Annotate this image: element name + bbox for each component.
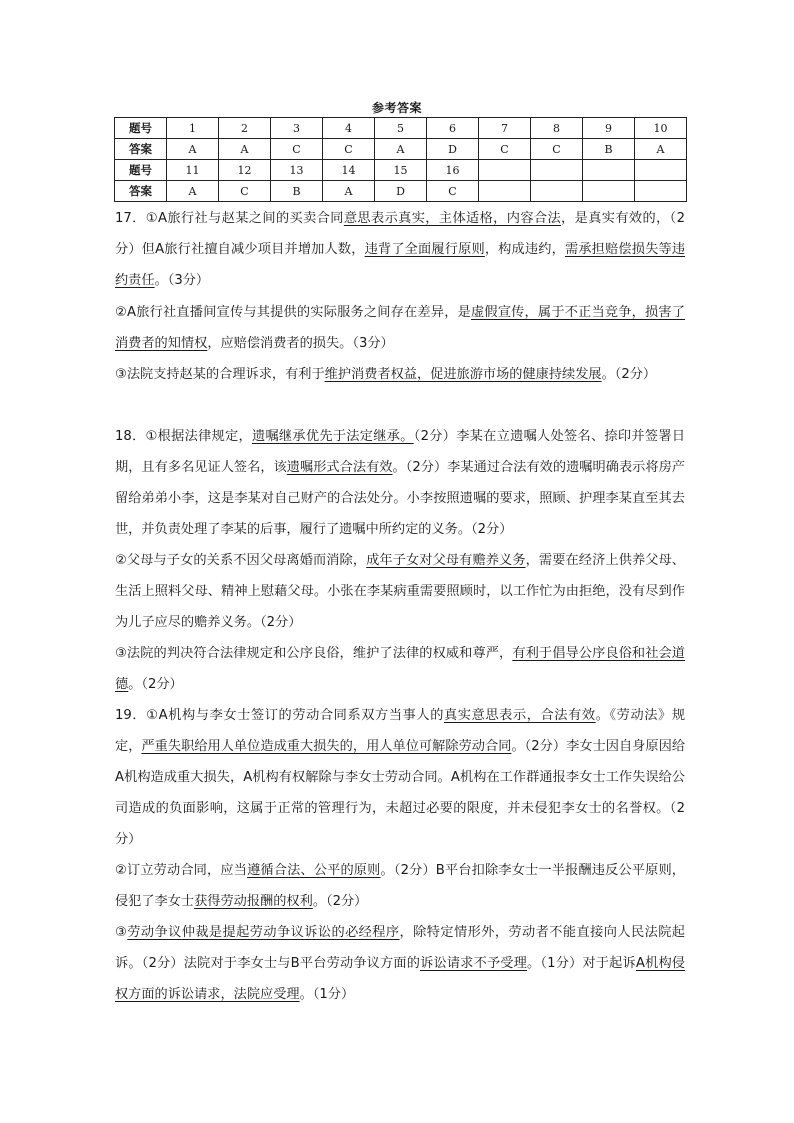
page-title: 参考答案	[371, 101, 422, 115]
q17-part3	[115, 359, 685, 390]
table-cell: C	[219, 181, 271, 202]
answer-text: 。（2分）	[128, 677, 183, 692]
table-cell: 1	[167, 118, 219, 139]
table-cell: 15	[375, 160, 427, 181]
table-row	[115, 181, 687, 202]
q19-part3	[115, 917, 685, 1010]
answer-text: 。（2分）	[312, 894, 368, 909]
table-cell: A	[219, 139, 271, 160]
table-cell: 9	[583, 118, 635, 139]
answer-text: 。（3分）	[154, 273, 210, 288]
table-cell: 4	[323, 118, 375, 139]
table-cell: D	[375, 181, 427, 202]
table-cell: 16	[427, 160, 479, 181]
key-point-underlined: 劳动争议仲裁是提起劳动争议诉讼的必经程序	[127, 925, 400, 940]
answer-text: ③法院的判决符合法律规定和公序良俗，维护了法律的权威和尊严，	[115, 646, 513, 661]
answer-text: ③法院支持赵某的合理诉求，有利于	[115, 367, 325, 382]
table-cell: C	[531, 139, 583, 160]
table-cell: A	[375, 139, 427, 160]
table-cell: C	[271, 139, 323, 160]
key-point-underlined: 诉讼请求不予受理	[420, 956, 528, 971]
table-row	[115, 118, 687, 139]
table-cell: 14	[323, 160, 375, 181]
table-cell: 12	[219, 160, 271, 181]
key-point-underlined: 意思表示真实，主体适格，内容合法	[343, 211, 562, 226]
key-point-underlined: 获得劳动报酬的权利	[194, 894, 313, 909]
q18-part3	[115, 638, 685, 700]
key-point-underlined: 遗嘱继承优先于法定继承。	[251, 429, 414, 444]
key-point-underlined: 严重失职给用人单位造成重大损失的，用人单位可解除劳动合同	[141, 739, 512, 754]
q19-part2	[115, 855, 685, 917]
table-cell: A	[635, 139, 687, 160]
table-cell: C	[427, 181, 479, 202]
row-header-cell: 答案	[115, 139, 167, 160]
q17-part2	[115, 297, 685, 359]
table-row	[115, 160, 687, 181]
key-point-underlined: 违背了全面履行原则	[364, 242, 485, 257]
table-cell: 2	[219, 118, 271, 139]
answer-text: 19．①A机构与李女士签订的劳动合同系双方当事人的	[115, 708, 444, 723]
answer-text: ②A旅行社直播间宣传与其提供的实际服务之间存在差异，是	[115, 305, 471, 320]
table-cell	[635, 160, 687, 181]
answer-text: ②订立劳动合同，应当	[115, 863, 248, 878]
answer-text: （2分）李某在立遗嘱人处签名、捺印并签署日期，且有多名见证人签名，该	[115, 429, 686, 475]
key-point-underlined: 遵循合法、公平的原则	[247, 863, 381, 878]
table-cell	[583, 160, 635, 181]
key-point-underlined: 虚假宣传，属于不正当竞争，损害了消费者的知情权	[115, 305, 686, 351]
table-cell: D	[427, 139, 479, 160]
answer-text: 。《劳动法》规定，	[115, 708, 686, 754]
table-cell: 13	[271, 160, 323, 181]
row-header-cell: 答案	[115, 181, 167, 202]
answer-text: 。（2分）B平台扣除李女士一半报酬违反公平原则，侵犯了李女士	[115, 863, 685, 909]
table-row	[115, 139, 687, 160]
key-point-underlined: 真实意思表示，合法有效	[444, 708, 596, 723]
answer-table	[114, 117, 687, 202]
table-cell	[531, 160, 583, 181]
answer-text: ，是真实有效的，（2分）但A旅行社擅自减少项目并增加人数，	[115, 211, 686, 257]
table-cell	[479, 181, 531, 202]
answer-text: ，除特定情形外，劳动者不能直接向人民法院起诉。（2分）法院对于李女士与B平台劳动争议方面的	[115, 925, 685, 971]
table-cell: 3	[271, 118, 323, 139]
q18-part2	[115, 545, 685, 638]
q19-part1	[115, 700, 685, 855]
answer-text: 。（1分）对于起诉	[527, 956, 636, 971]
table-cell: 7	[479, 118, 531, 139]
row-header-cell: 题号	[115, 118, 167, 139]
answer-text: ，应赔偿消费者的损失。（3分）	[207, 336, 394, 351]
key-point-underlined: 维护消费者权益，促进旅游市场的健康持续发展	[324, 367, 602, 382]
table-cell: 6	[427, 118, 479, 139]
table-cell: A	[167, 181, 219, 202]
table-cell: C	[479, 139, 531, 160]
table-cell	[531, 181, 583, 202]
answer-text: ③	[115, 925, 128, 940]
table-cell: C	[323, 139, 375, 160]
key-point-underlined: 遗嘱形式合法有效	[286, 460, 393, 475]
key-point-underlined: 需承担赔偿损失等违约责任	[115, 242, 686, 288]
table-cell: 11	[167, 160, 219, 181]
answer-text: 17．①A旅行社与赵某之间的买卖合同	[115, 211, 344, 226]
answer-text: ，构成违约，	[484, 242, 565, 257]
table-cell: A	[323, 181, 375, 202]
answer-text: 。（2分）	[601, 367, 657, 382]
table-cell: B	[583, 139, 635, 160]
key-point-underlined: A机构侵权方面的诉讼请求，法院应受理	[115, 956, 685, 1002]
table-cell: A	[167, 139, 219, 160]
q17-part1	[115, 203, 685, 296]
table-cell: 8	[531, 118, 583, 139]
q18-part1	[115, 421, 685, 545]
table-cell	[635, 181, 687, 202]
row-header-cell: 题号	[115, 160, 167, 181]
answer-text: ②父母与子女的关系不因父母离婚而消除，	[115, 553, 367, 568]
key-point-underlined: 有利于倡导公序良俗和社会道德	[115, 646, 685, 692]
table-cell	[583, 181, 635, 202]
table-cell: B	[271, 181, 323, 202]
answer-text: 。（1分）	[299, 987, 355, 1002]
table-cell	[479, 160, 531, 181]
table-cell: 10	[635, 118, 687, 139]
answer-text: 。（2分）李某通过合法有效的遗嘱明确表示将房产留给弟弟小李，这是李某对自己财产的合法处分。小李按照遗嘱的要求，照顾、护理李某直至其去世，并负责处理了李某的后事，履行了遗嘱中所约定的义务。（2分）	[115, 460, 685, 537]
answer-text: ，需要在经济上供养父母、生活上照料父母、精神上慰藉父母。小张在李某病重需要照顾时，以工作忙为由拒绝，没有尽到作为儿子应尽的赡养义务。（2分）	[115, 553, 685, 630]
table-cell: 5	[375, 118, 427, 139]
answer-text: 18．①根据法律规定，	[115, 429, 252, 444]
key-point-underlined: 成年子女对父母有赡养义务	[366, 553, 526, 568]
answer-text: 。（2分）李女士因自身原因给A机构造成重大损失，A机构有权解除与李女士劳动合同。A机构在工作群通报李女士工作失误给公司造成的负面影响，这属于正常的管理行为，未超过必要的限度，并未侵犯李女士的名誉权。（2分）	[115, 739, 686, 847]
